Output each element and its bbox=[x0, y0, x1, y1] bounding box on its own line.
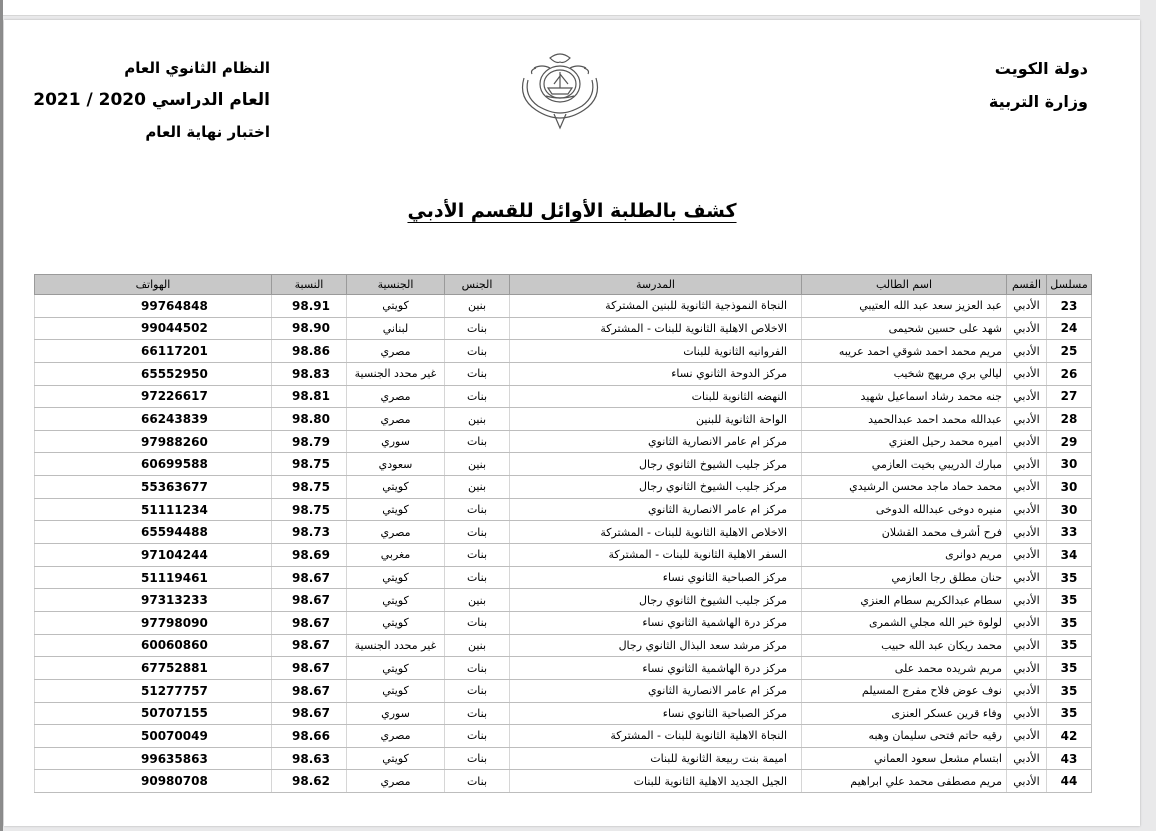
cell-dept: الأدبي bbox=[1007, 340, 1047, 363]
cell-nationality: كويتي bbox=[347, 589, 445, 612]
cell-gender: بنين bbox=[445, 408, 510, 431]
table-row bbox=[35, 476, 1092, 499]
table-header-row bbox=[35, 275, 1092, 295]
cell-serial: 35 bbox=[1047, 702, 1092, 725]
cell-nationality: مصري bbox=[347, 770, 445, 793]
cell-nationality: كويتي bbox=[347, 498, 445, 521]
table-row bbox=[35, 317, 1092, 340]
cell-nationality: كويتي bbox=[347, 295, 445, 318]
cell-gender: بنات bbox=[445, 430, 510, 453]
col-phone: الهواتف bbox=[35, 275, 272, 295]
ministry-name: وزارة التربية bbox=[988, 92, 1088, 111]
cell-serial: 33 bbox=[1047, 521, 1092, 544]
cell-gender: بنات bbox=[445, 770, 510, 793]
table-row bbox=[35, 430, 1092, 453]
cell-dept: الأدبي bbox=[1007, 725, 1047, 748]
cell-school: مركز الدوحة الثانوي نساء bbox=[510, 362, 802, 385]
cell-percent: 98.69 bbox=[272, 544, 347, 567]
cell-phone: 65594488 bbox=[35, 521, 272, 544]
cell-name: منيره دوخى عبدالله الدوخى bbox=[802, 498, 1007, 521]
cell-dept: الأدبي bbox=[1007, 317, 1047, 340]
table-row bbox=[35, 544, 1092, 567]
cell-serial: 34 bbox=[1047, 544, 1092, 567]
cell-phone: 99764848 bbox=[35, 295, 272, 318]
cell-dept: الأدبي bbox=[1007, 589, 1047, 612]
cell-name: عبدالله محمد احمد عبدالحميد bbox=[802, 408, 1007, 431]
cell-phone: 97226617 bbox=[35, 385, 272, 408]
cell-serial: 35 bbox=[1047, 634, 1092, 657]
cell-name: ليالي بري مريهج شخيب bbox=[802, 362, 1007, 385]
cell-dept: الأدبي bbox=[1007, 385, 1047, 408]
cell-gender: بنات bbox=[445, 679, 510, 702]
cell-nationality: مصري bbox=[347, 521, 445, 544]
cell-school: الجيل الجديد الاهلية الثانوية للبنات bbox=[510, 770, 802, 793]
cell-dept: الأدبي bbox=[1007, 295, 1047, 318]
document-page bbox=[4, 20, 1140, 826]
cell-phone: 50707155 bbox=[35, 702, 272, 725]
cell-serial: 35 bbox=[1047, 566, 1092, 589]
cell-gender: بنين bbox=[445, 589, 510, 612]
cell-percent: 98.86 bbox=[272, 340, 347, 363]
cell-gender: بنين bbox=[445, 295, 510, 318]
cell-serial: 30 bbox=[1047, 498, 1092, 521]
cell-percent: 98.67 bbox=[272, 611, 347, 634]
cell-percent: 98.81 bbox=[272, 385, 347, 408]
cell-serial: 29 bbox=[1047, 430, 1092, 453]
cell-gender: بنات bbox=[445, 317, 510, 340]
table-row bbox=[35, 521, 1092, 544]
header-exam-block bbox=[30, 52, 270, 148]
cell-gender: بنات bbox=[445, 611, 510, 634]
cell-gender: بنين bbox=[445, 634, 510, 657]
cell-gender: بنات bbox=[445, 544, 510, 567]
cell-percent: 98.91 bbox=[272, 295, 347, 318]
cell-nationality: مصري bbox=[347, 408, 445, 431]
table-row bbox=[35, 770, 1092, 793]
table-row bbox=[35, 725, 1092, 748]
cell-school: الاخلاص الاهلية الثانوية للبنات - المشتركة bbox=[510, 521, 802, 544]
cell-phone: 99044502 bbox=[35, 317, 272, 340]
cell-phone: 65552950 bbox=[35, 362, 272, 385]
academic-year: العام الدراسي 2020 / 2021 bbox=[33, 90, 270, 110]
cell-serial: 35 bbox=[1047, 679, 1092, 702]
cell-school: الاخلاص الاهلية الثانوية للبنات - المشتركة bbox=[510, 317, 802, 340]
cell-percent: 98.75 bbox=[272, 453, 347, 476]
cell-nationality: سوري bbox=[347, 702, 445, 725]
cell-school: الواحة الثانوية للبنين bbox=[510, 408, 802, 431]
cell-gender: بنات bbox=[445, 725, 510, 748]
cell-dept: الأدبي bbox=[1007, 430, 1047, 453]
cell-nationality: مصري bbox=[347, 725, 445, 748]
cell-phone: 99635863 bbox=[35, 747, 272, 770]
cell-school: النهضه الثانوية للبنات bbox=[510, 385, 802, 408]
cell-nationality: مصري bbox=[347, 340, 445, 363]
cell-school: مركز ام عامر الانصارية الثانوي bbox=[510, 430, 802, 453]
exam-name: اختبار نهاية العام bbox=[145, 123, 270, 141]
cell-gender: بنات bbox=[445, 702, 510, 725]
cell-serial: 42 bbox=[1047, 725, 1092, 748]
col-nationality: الجنسية bbox=[347, 275, 445, 295]
cell-nationality: غير محدد الجنسية bbox=[347, 362, 445, 385]
col-name: اسم الطالب bbox=[802, 275, 1007, 295]
cell-name: مريم شريده محمد على bbox=[802, 657, 1007, 680]
col-school: المدرسة bbox=[510, 275, 802, 295]
cell-nationality: كويتي bbox=[347, 476, 445, 499]
cell-school: مركز جليب الشيوخ الثانوي رجال bbox=[510, 589, 802, 612]
cell-phone: 97313233 bbox=[35, 589, 272, 612]
table-row bbox=[35, 362, 1092, 385]
cell-dept: الأدبي bbox=[1007, 498, 1047, 521]
viewer-left-border bbox=[0, 0, 3, 831]
cell-school: النجاة الاهلية الثانوية للبنات - المشتركة bbox=[510, 725, 802, 748]
cell-gender: بنات bbox=[445, 385, 510, 408]
cell-school: مركز درة الهاشمية الثانوي نساء bbox=[510, 611, 802, 634]
cell-percent: 98.90 bbox=[272, 317, 347, 340]
table-row bbox=[35, 634, 1092, 657]
cell-percent: 98.67 bbox=[272, 566, 347, 589]
cell-phone: 90980708 bbox=[35, 770, 272, 793]
table-row bbox=[35, 657, 1092, 680]
cell-name: محمد ريكان عبد الله حبيب bbox=[802, 634, 1007, 657]
cell-serial: 26 bbox=[1047, 362, 1092, 385]
cell-percent: 98.67 bbox=[272, 589, 347, 612]
kuwait-emblem-icon bbox=[514, 48, 606, 132]
cell-serial: 43 bbox=[1047, 747, 1092, 770]
cell-gender: بنات bbox=[445, 340, 510, 363]
cell-name: شهد على حسين شحيمى bbox=[802, 317, 1007, 340]
table-row bbox=[35, 702, 1092, 725]
cell-phone: 51119461 bbox=[35, 566, 272, 589]
cell-percent: 98.62 bbox=[272, 770, 347, 793]
cell-dept: الأدبي bbox=[1007, 453, 1047, 476]
cell-school: الفروانيه الثانوية للبنات bbox=[510, 340, 802, 363]
table-row bbox=[35, 295, 1092, 318]
table-row bbox=[35, 385, 1092, 408]
cell-name: حنان مطلق رجا العازمي bbox=[802, 566, 1007, 589]
cell-serial: 35 bbox=[1047, 589, 1092, 612]
cell-gender: بنات bbox=[445, 521, 510, 544]
cell-name: ابتسام مشعل سعود العماني bbox=[802, 747, 1007, 770]
cell-nationality: كويتي bbox=[347, 679, 445, 702]
cell-name: رقيه حاتم فتحى سليمان وهبه bbox=[802, 725, 1007, 748]
cell-percent: 98.80 bbox=[272, 408, 347, 431]
cell-school: مركز ام عامر الانصارية الثانوي bbox=[510, 679, 802, 702]
table-row bbox=[35, 453, 1092, 476]
table-row bbox=[35, 340, 1092, 363]
cell-serial: 28 bbox=[1047, 408, 1092, 431]
cell-nationality: مصري bbox=[347, 385, 445, 408]
cell-dept: الأدبي bbox=[1007, 476, 1047, 499]
cell-school: اميمة بنت ربيعة الثانوية للبنات bbox=[510, 747, 802, 770]
cell-nationality: سعودي bbox=[347, 453, 445, 476]
cell-percent: 98.63 bbox=[272, 747, 347, 770]
cell-serial: 24 bbox=[1047, 317, 1092, 340]
table-row bbox=[35, 566, 1092, 589]
cell-serial: 30 bbox=[1047, 476, 1092, 499]
cell-percent: 98.67 bbox=[272, 657, 347, 680]
top-students-table bbox=[34, 274, 1092, 793]
cell-gender: بنات bbox=[445, 362, 510, 385]
cell-dept: الأدبي bbox=[1007, 362, 1047, 385]
document-title-text: كشف بالطلبة الأوائل للقسم الأدبي bbox=[407, 200, 737, 222]
table-row bbox=[35, 747, 1092, 770]
cell-dept: الأدبي bbox=[1007, 634, 1047, 657]
cell-percent: 98.75 bbox=[272, 498, 347, 521]
cell-school: مركز جليب الشيوخ الثانوي رجال bbox=[510, 476, 802, 499]
cell-school: النجاة النموذجية الثانوية للبنين المشتركة bbox=[510, 295, 802, 318]
cell-name: محمد حماد ماجد محسن الرشيدي bbox=[802, 476, 1007, 499]
cell-phone: 66117201 bbox=[35, 340, 272, 363]
cell-phone: 97798090 bbox=[35, 611, 272, 634]
cell-name: وفاء قرين عسكر العنزى bbox=[802, 702, 1007, 725]
cell-gender: بنين bbox=[445, 476, 510, 499]
cell-name: مريم مصطفى محمد علي ابراهيم bbox=[802, 770, 1007, 793]
cell-dept: الأدبي bbox=[1007, 702, 1047, 725]
table-row bbox=[35, 498, 1092, 521]
table-row bbox=[35, 679, 1092, 702]
col-percent: النسبة bbox=[272, 275, 347, 295]
cell-phone: 51111234 bbox=[35, 498, 272, 521]
col-serial: مسلسل bbox=[1047, 275, 1092, 295]
cell-phone: 50070049 bbox=[35, 725, 272, 748]
cell-dept: الأدبي bbox=[1007, 521, 1047, 544]
table-row bbox=[35, 408, 1092, 431]
cell-nationality: كويتي bbox=[347, 611, 445, 634]
cell-nationality: لبناني bbox=[347, 317, 445, 340]
cell-dept: الأدبي bbox=[1007, 611, 1047, 634]
cell-name: فرح أشرف محمد القشلان bbox=[802, 521, 1007, 544]
cell-school: مركز الصباحية الثانوي نساء bbox=[510, 566, 802, 589]
cell-gender: بنات bbox=[445, 498, 510, 521]
cell-dept: الأدبي bbox=[1007, 408, 1047, 431]
cell-serial: 44 bbox=[1047, 770, 1092, 793]
cell-dept: الأدبي bbox=[1007, 770, 1047, 793]
cell-name: عبد العزيز سعد عبد الله العتيبي bbox=[802, 295, 1007, 318]
cell-school: مركز مرشد سعد البذال الثانوي رجال bbox=[510, 634, 802, 657]
cell-percent: 98.67 bbox=[272, 634, 347, 657]
table-row bbox=[35, 589, 1092, 612]
cell-serial: 35 bbox=[1047, 657, 1092, 680]
cell-school: مركز جليب الشيوخ الثانوي رجال bbox=[510, 453, 802, 476]
cell-name: نوف عوض فلاح مفرج المسيلم bbox=[802, 679, 1007, 702]
cell-name: جنه محمد رشاد اسماعيل شهيد bbox=[802, 385, 1007, 408]
cell-name: اميره محمد رحيل العنزي bbox=[802, 430, 1007, 453]
cell-phone: 67752881 bbox=[35, 657, 272, 680]
cell-school: السفر الاهلية الثانوية للبنات - المشتركة bbox=[510, 544, 802, 567]
cell-percent: 98.67 bbox=[272, 702, 347, 725]
cell-percent: 98.83 bbox=[272, 362, 347, 385]
cell-gender: بنين bbox=[445, 453, 510, 476]
cell-phone: 66243839 bbox=[35, 408, 272, 431]
cell-dept: الأدبي bbox=[1007, 747, 1047, 770]
cell-school: مركز درة الهاشمية الثانوي نساء bbox=[510, 657, 802, 680]
cell-nationality: كويتي bbox=[347, 566, 445, 589]
cell-percent: 98.67 bbox=[272, 679, 347, 702]
country-name: دولة الكويت bbox=[994, 59, 1088, 78]
cell-name: لولوة خير الله مجلي الشمرى bbox=[802, 611, 1007, 634]
cell-gender: بنات bbox=[445, 657, 510, 680]
cell-serial: 30 bbox=[1047, 453, 1092, 476]
cell-name: مبارك الدريبي بخيت العازمي bbox=[802, 453, 1007, 476]
cell-phone: 97988260 bbox=[35, 430, 272, 453]
cell-school: مركز الصباحية الثانوي نساء bbox=[510, 702, 802, 725]
previous-page-edge bbox=[0, 0, 1140, 16]
cell-serial: 35 bbox=[1047, 611, 1092, 634]
cell-percent: 98.75 bbox=[272, 476, 347, 499]
cell-phone: 55363677 bbox=[35, 476, 272, 499]
cell-percent: 98.79 bbox=[272, 430, 347, 453]
cell-phone: 60699588 bbox=[35, 453, 272, 476]
cell-percent: 98.66 bbox=[272, 725, 347, 748]
document-title bbox=[4, 200, 1140, 222]
cell-dept: الأدبي bbox=[1007, 679, 1047, 702]
cell-phone: 97104244 bbox=[35, 544, 272, 567]
cell-name: مريم محمد احمد شوقي احمد عريبه bbox=[802, 340, 1007, 363]
cell-gender: بنات bbox=[445, 566, 510, 589]
cell-percent: 98.73 bbox=[272, 521, 347, 544]
table-row bbox=[35, 611, 1092, 634]
cell-name: مريم دوانرى bbox=[802, 544, 1007, 567]
cell-nationality: سوري bbox=[347, 430, 445, 453]
cell-dept: الأدبي bbox=[1007, 657, 1047, 680]
cell-school: مركز ام عامر الانصارية الثانوي bbox=[510, 498, 802, 521]
cell-name: سطام عبدالكريم سطام العنزي bbox=[802, 589, 1007, 612]
cell-serial: 25 bbox=[1047, 340, 1092, 363]
col-gender: الجنس bbox=[445, 275, 510, 295]
cell-serial: 27 bbox=[1047, 385, 1092, 408]
cell-phone: 60060860 bbox=[35, 634, 272, 657]
system-name: النظام الثانوي العام bbox=[124, 59, 270, 77]
header-ministry-block bbox=[868, 52, 1088, 118]
cell-nationality: غير محدد الجنسية bbox=[347, 634, 445, 657]
cell-dept: الأدبي bbox=[1007, 566, 1047, 589]
cell-nationality: كويتي bbox=[347, 657, 445, 680]
cell-gender: بنات bbox=[445, 747, 510, 770]
cell-serial: 23 bbox=[1047, 295, 1092, 318]
cell-dept: الأدبي bbox=[1007, 544, 1047, 567]
col-dept: القسم bbox=[1007, 275, 1047, 295]
cell-nationality: مغربي bbox=[347, 544, 445, 567]
cell-nationality: كويتي bbox=[347, 747, 445, 770]
cell-phone: 51277757 bbox=[35, 679, 272, 702]
